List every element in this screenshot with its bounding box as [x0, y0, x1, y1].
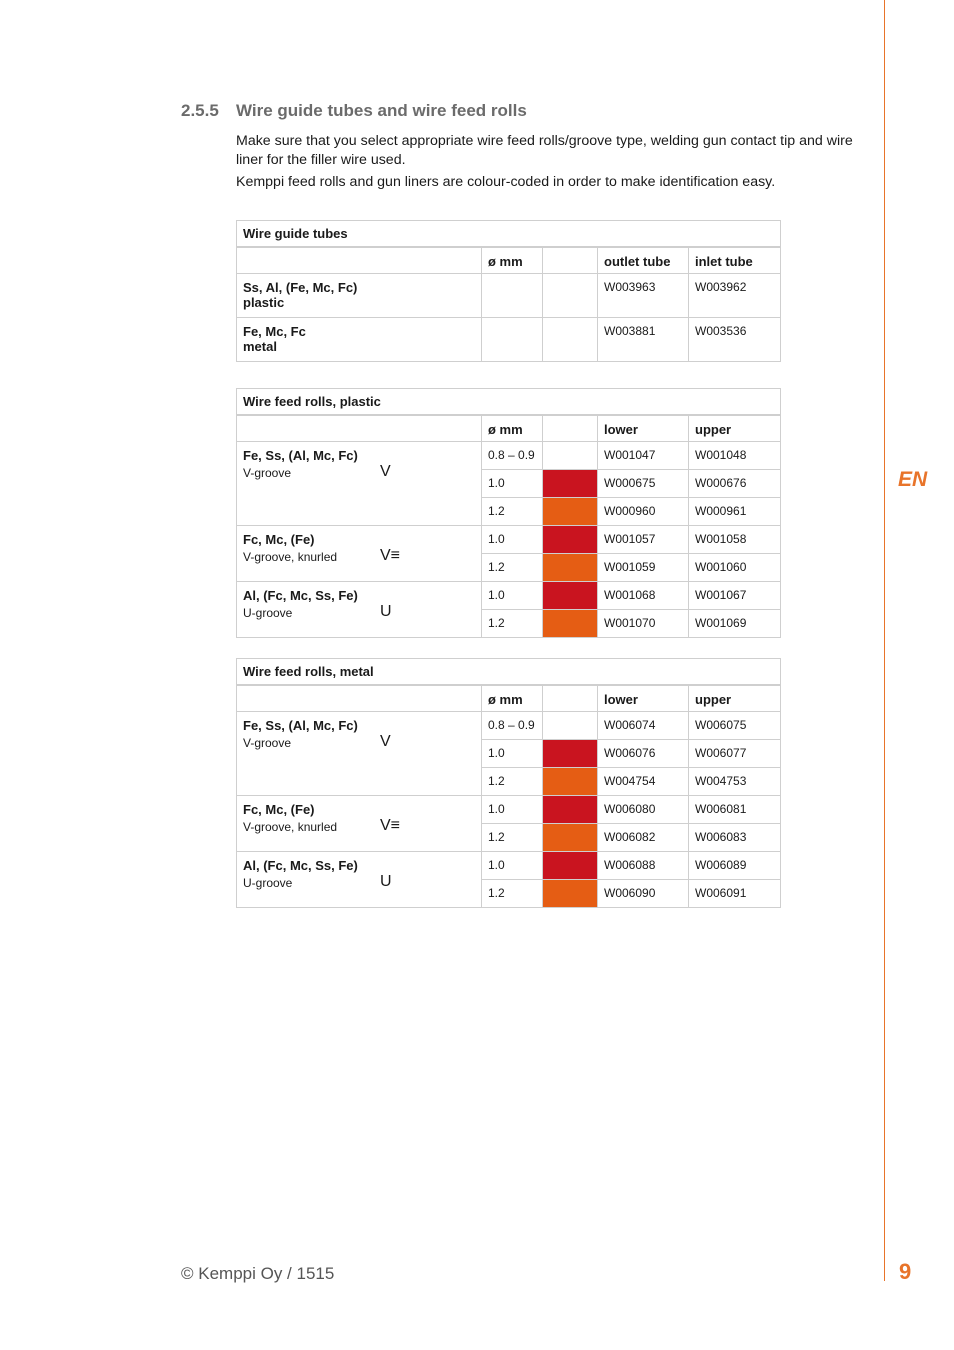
lower-code: W006082	[598, 824, 689, 852]
diameter: 1.2	[482, 768, 543, 796]
header-inlet-tube: inlet tube	[689, 247, 781, 274]
diameter: 1.2	[482, 824, 543, 852]
color-swatch	[543, 712, 598, 740]
color-swatch	[543, 526, 598, 554]
upper-code: W006075	[689, 712, 781, 740]
groove-symbol: V≡	[380, 547, 401, 564]
intro-paragraph-2: Kemppi feed rolls and gun liners are colour-coded in order to make identification easy.	[236, 174, 776, 190]
header-diameter: ø mm	[482, 685, 543, 712]
table-title: Wire guide tubes	[237, 221, 781, 248]
color-swatch	[543, 582, 598, 610]
groove-symbol: U	[380, 603, 392, 620]
lower-code: W006074	[598, 712, 689, 740]
intro-text	[236, 132, 856, 195]
lower-code: W001068	[598, 582, 689, 610]
header-diameter: ø mm	[482, 247, 543, 274]
header-outlet-tube: outlet tube	[598, 247, 689, 274]
color-swatch	[543, 498, 598, 526]
header-diameter: ø mm	[482, 415, 543, 442]
diameter: 1.0	[482, 796, 543, 824]
color-swatch	[543, 470, 598, 498]
feed-rolls-plastic-table	[236, 388, 781, 638]
diameter: 1.0	[482, 470, 543, 498]
header-upper: upper	[689, 685, 781, 712]
material-label: Ss, Al, (Fe, Mc, Fc) plastic	[237, 274, 482, 318]
color-swatch	[543, 740, 598, 768]
upper-code: W001060	[689, 554, 781, 582]
groove-symbol: V	[380, 733, 391, 750]
upper-code: W006089	[689, 852, 781, 880]
diameter: 0.8 – 0.9	[482, 442, 543, 470]
lower-code: W001057	[598, 526, 689, 554]
lower-code: W001070	[598, 610, 689, 638]
group-label: Al, (Fc, Mc, Ss, Fe) U-groove U	[237, 582, 482, 638]
color-swatch	[543, 852, 598, 880]
table-row	[237, 442, 781, 470]
upper-code: W001067	[689, 582, 781, 610]
lower-code: W000675	[598, 470, 689, 498]
color-swatch	[543, 554, 598, 582]
table-row	[237, 526, 781, 554]
diameter: 1.0	[482, 526, 543, 554]
upper-code: W006077	[689, 740, 781, 768]
material-label: Fe, Mc, Fc metal	[237, 318, 482, 362]
group-label: Fc, Mc, (Fe) V-groove, knurled V≡	[237, 796, 482, 852]
lower-code: W001059	[598, 554, 689, 582]
upper-code: W001058	[689, 526, 781, 554]
table-row	[237, 852, 781, 880]
upper-code: W006091	[689, 880, 781, 908]
diameter: 1.0	[482, 582, 543, 610]
diameter: 1.2	[482, 554, 543, 582]
lower-code: W006090	[598, 880, 689, 908]
wire-guide-tubes-table	[236, 220, 781, 362]
intro-paragraph-1: Make sure that you select appropriate wire feed rolls/groove type, welding gun contact tip and wire liner for the filler wire used.	[236, 133, 853, 168]
color-swatch	[543, 768, 598, 796]
group-label: Al, (Fc, Mc, Ss, Fe) U-groove U	[237, 852, 482, 908]
language-tab: EN	[898, 468, 928, 491]
upper-code: W000676	[689, 470, 781, 498]
color-swatch	[543, 796, 598, 824]
lower-code: W006088	[598, 852, 689, 880]
section-heading	[181, 101, 527, 121]
lower-code: W006080	[598, 796, 689, 824]
table-row	[237, 318, 781, 362]
footer-copyright: © Kemppi Oy / 1515	[181, 1264, 335, 1283]
table-row	[237, 274, 781, 318]
color-swatch	[543, 824, 598, 852]
inlet-code: W003962	[689, 274, 781, 318]
table-title: Wire feed rolls, plastic	[237, 389, 781, 416]
color-swatch	[543, 610, 598, 638]
diameter: 1.0	[482, 852, 543, 880]
group-label: Fe, Ss, (Al, Mc, Fc) V-groove V	[237, 442, 482, 526]
upper-code: W001048	[689, 442, 781, 470]
section-number: 2.5.5	[181, 101, 219, 120]
table-title: Wire feed rolls, metal	[237, 659, 781, 686]
lower-code: W006076	[598, 740, 689, 768]
feed-rolls-metal-table	[236, 658, 781, 908]
table-row	[237, 712, 781, 740]
groove-symbol: V	[380, 463, 391, 480]
inlet-code: W003536	[689, 318, 781, 362]
diameter: 1.0	[482, 740, 543, 768]
upper-code: W001069	[689, 610, 781, 638]
upper-code: W006081	[689, 796, 781, 824]
table-row	[237, 582, 781, 610]
header-lower: lower	[598, 415, 689, 442]
group-label: Fc, Mc, (Fe) V-groove, knurled V≡	[237, 526, 482, 582]
groove-symbol: U	[380, 873, 392, 890]
groove-symbol: V≡	[380, 817, 401, 834]
side-rule	[884, 0, 885, 1281]
section-title: Wire guide tubes and wire feed rolls	[236, 101, 527, 120]
page-number: 9	[899, 1259, 912, 1284]
upper-code: W000961	[689, 498, 781, 526]
diameter: 1.2	[482, 498, 543, 526]
header-upper: upper	[689, 415, 781, 442]
diameter: 1.2	[482, 610, 543, 638]
lower-code: W000960	[598, 498, 689, 526]
color-swatch	[543, 442, 598, 470]
upper-code: W006083	[689, 824, 781, 852]
outlet-code: W003963	[598, 274, 689, 318]
diameter: 1.2	[482, 880, 543, 908]
lower-code: W004754	[598, 768, 689, 796]
diameter: 0.8 – 0.9	[482, 712, 543, 740]
header-lower: lower	[598, 685, 689, 712]
table-row	[237, 796, 781, 824]
color-swatch	[543, 880, 598, 908]
upper-code: W004753	[689, 768, 781, 796]
outlet-code: W003881	[598, 318, 689, 362]
group-label: Fe, Ss, (Al, Mc, Fc) V-groove V	[237, 712, 482, 796]
lower-code: W001047	[598, 442, 689, 470]
